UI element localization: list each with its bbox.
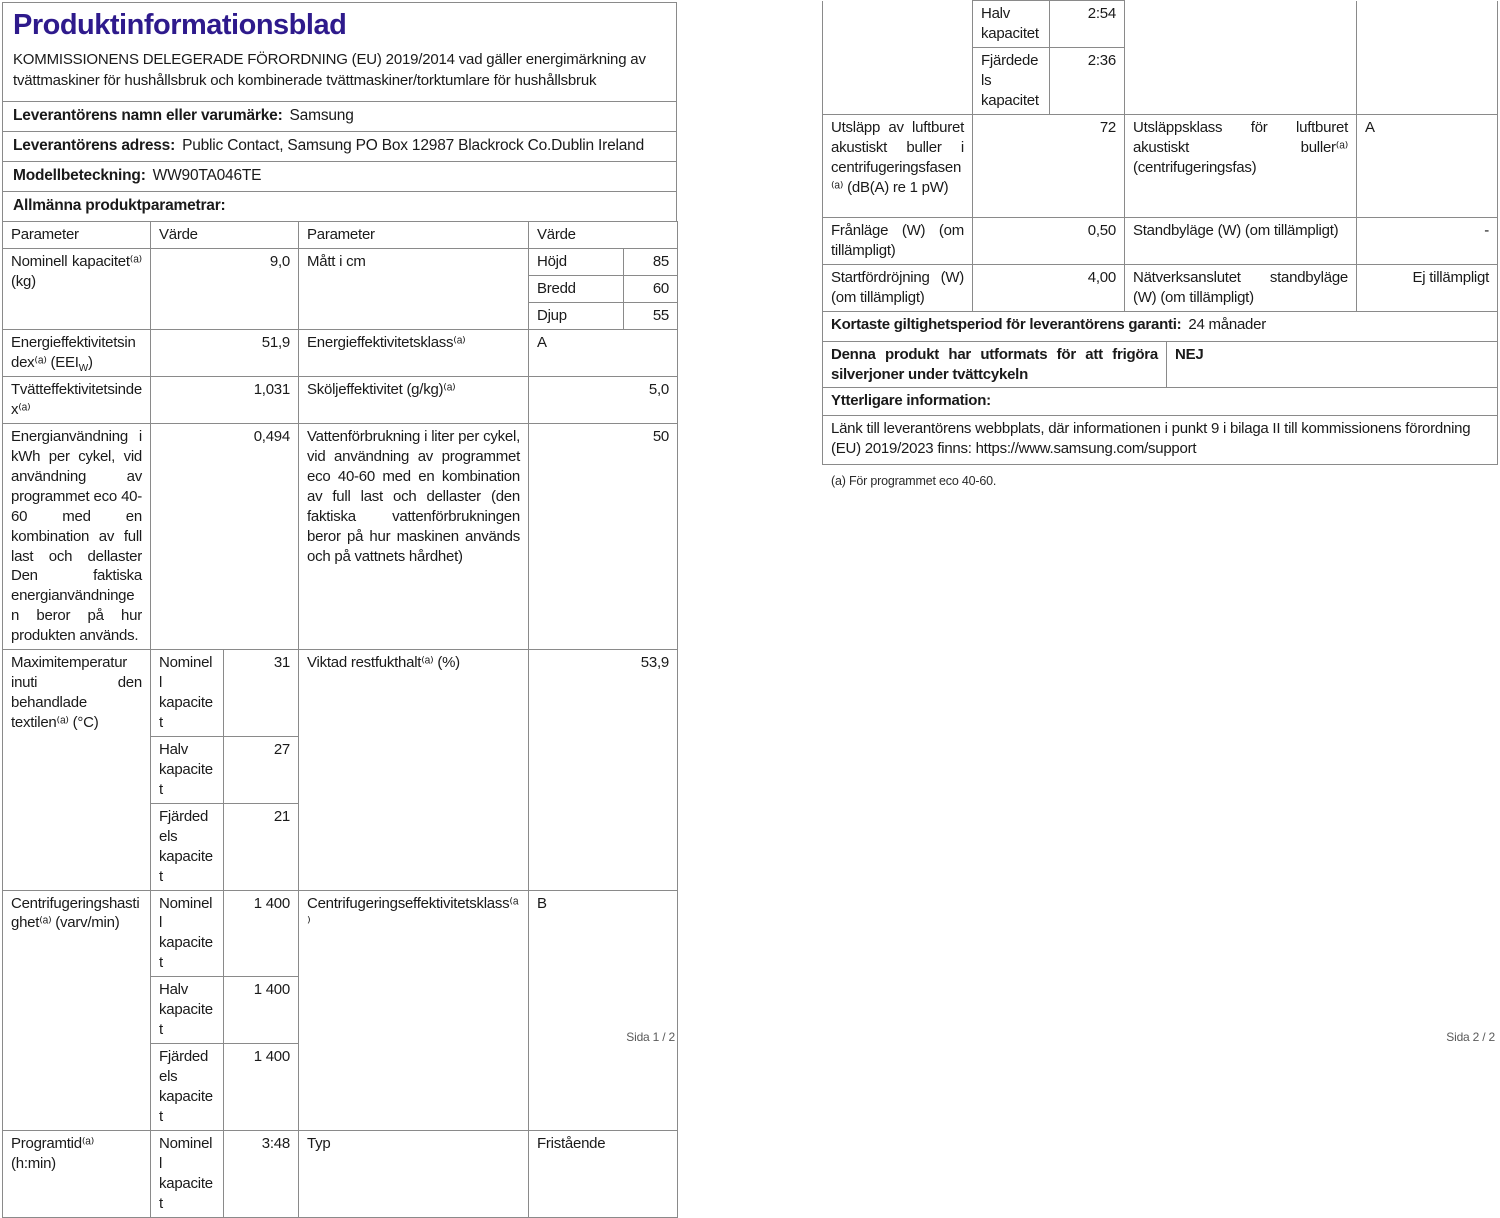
table-row bbox=[823, 114, 1498, 217]
networked-standby-label: Nätverksanslutet standbyläge (W) (om tillämpligt) bbox=[1125, 264, 1357, 311]
programme-time-quarter-value: 2:36 bbox=[1050, 48, 1125, 115]
noise-value: 72 bbox=[973, 114, 1125, 217]
wash-index-value: 1,031 bbox=[151, 377, 299, 424]
spin-speed-nominal-label: Nominell kapacitet bbox=[151, 890, 224, 977]
networked-standby-value: Ej tillämpligt bbox=[1357, 264, 1498, 311]
dimensions-label: Mått i cm bbox=[299, 249, 529, 330]
additional-info-heading: Ytterligare information: bbox=[823, 388, 1498, 416]
supplier-name-value: Samsung bbox=[289, 107, 354, 125]
max-temp-nominal-value: 31 bbox=[224, 650, 299, 737]
dimension-width-label: Bredd bbox=[529, 276, 624, 303]
page-2-footer: Sida 2 / 2 bbox=[1446, 1030, 1495, 1044]
table-row bbox=[823, 311, 1498, 341]
table-row bbox=[3, 249, 678, 276]
section-heading-row bbox=[2, 192, 677, 222]
table-row bbox=[823, 416, 1498, 465]
programme-time-half-value: 2:54 bbox=[1050, 1, 1125, 48]
section-heading: Allmänna produktparametrar: bbox=[13, 197, 226, 215]
spin-class-value: B bbox=[529, 890, 678, 1130]
programme-time-continuation-cell bbox=[823, 1, 973, 115]
residual-moisture-label: Viktad restfukthalt⁽ᵃ⁾ (%) bbox=[299, 650, 529, 890]
type-label: Typ bbox=[299, 1130, 529, 1217]
table-row bbox=[823, 388, 1498, 416]
energy-use-value: 0,494 bbox=[151, 423, 299, 649]
energy-class-label: Energieffektivitetsklass⁽ᵃ⁾ bbox=[299, 330, 529, 377]
supplier-name-label: Leverantörens namn eller varumärke: bbox=[13, 107, 283, 125]
table-row bbox=[3, 650, 678, 737]
spin-speed-label: Centrifugeringshastighet⁽ᵃ⁾ (varv/min) bbox=[3, 890, 151, 1130]
supplier-link-url[interactable]: https://www.samsung.com/support bbox=[975, 440, 1197, 458]
spin-class-label: Centrifugeringseffektivitetsklass⁽ᵃ⁾ bbox=[299, 890, 529, 1130]
standby-label: Standbyläge (W) (om tillämpligt) bbox=[1125, 217, 1357, 264]
empty-parameter-cell bbox=[1125, 1, 1357, 115]
general-parameters-table-page2 bbox=[822, 0, 1498, 465]
spin-speed-quarter-label: Fjärdedels kapacitet bbox=[151, 1044, 224, 1131]
max-temp-quarter-label: Fjärdedels kapacitet bbox=[151, 803, 224, 890]
standby-value: - bbox=[1357, 217, 1498, 264]
supplier-address-label: Leverantörens adress: bbox=[13, 137, 176, 155]
page-1 bbox=[2, 2, 677, 1212]
rinse-effectiveness-label: Sköljeffektivitet (g/kg)⁽ᵃ⁾ bbox=[299, 377, 529, 424]
nominal-capacity-value: 9,0 bbox=[151, 249, 299, 330]
header-value-2: Värde bbox=[529, 222, 678, 249]
table-header-row bbox=[3, 222, 678, 249]
nominal-capacity-label: Nominell kapacitet⁽ᵃ⁾ (kg) bbox=[3, 249, 151, 330]
rinse-effectiveness-value: 5,0 bbox=[529, 377, 678, 424]
programme-time-half-label: Halv kapacitet bbox=[973, 1, 1050, 48]
general-parameters-table-page1 bbox=[2, 221, 678, 1217]
programme-time-nominal-label: Nominell kapacitet bbox=[151, 1130, 224, 1217]
off-mode-label: Frånläge (W) (om tillämpligt) bbox=[823, 217, 973, 264]
eei-label: Energieffektivitetsindex⁽ᵃ⁾ $(EEI_W)$ bbox=[3, 330, 151, 377]
table-row bbox=[823, 341, 1498, 388]
dimension-width-value: 60 bbox=[624, 276, 678, 303]
type-value: Fristående bbox=[529, 1130, 678, 1217]
table-row bbox=[3, 330, 678, 377]
dimension-depth-label: Djup bbox=[529, 303, 624, 330]
energy-class-value: A bbox=[529, 330, 678, 377]
table-row bbox=[3, 1130, 678, 1217]
delay-start-value: 4,00 bbox=[973, 264, 1125, 311]
model-label: Modellbeteckning: bbox=[13, 167, 146, 185]
energy-use-label: Energianvändning i kWh per cykel, vid användning av programmet eco 40-60 med en kombination av full last och dellaster Den faktiska energianvändningen beror på hur produkten används. bbox=[3, 423, 151, 649]
dimension-height-value: 85 bbox=[624, 249, 678, 276]
max-temp-quarter-value: 21 bbox=[224, 803, 299, 890]
eei-value: 51,9 bbox=[151, 330, 299, 377]
off-mode-value: 0,50 bbox=[973, 217, 1125, 264]
max-temp-label: Maximitemperatur inuti den behandlade textilen⁽ᵃ⁾ (°C) bbox=[3, 650, 151, 890]
supplier-name-row bbox=[2, 102, 677, 132]
spin-speed-half-label: Halv kapacitet bbox=[151, 977, 224, 1044]
guarantee-row bbox=[823, 311, 1498, 341]
regulation-text: KOMMISSIONENS DELEGERADE FÖRORDNING (EU) 2019/2014 vad gäller energimärkning av tvättmaskiner för hushållsbruk och kombinerade tvättmaskiner/torktumlare för hushållsbruk bbox=[13, 51, 646, 89]
water-use-value: 50 bbox=[529, 423, 678, 649]
max-temp-nominal-label: Nominell kapacitet bbox=[151, 650, 224, 737]
footnote-a: (a) För programmet eco 40-60. bbox=[831, 474, 997, 489]
table-row bbox=[823, 264, 1498, 311]
table-row bbox=[3, 377, 678, 424]
supplier-address-row bbox=[2, 132, 677, 162]
document-header bbox=[2, 2, 677, 102]
noise-class-label: Utsläppsklass för luftburet akustiskt buller⁽ᵃ⁾ (centrifugeringsfas) bbox=[1125, 114, 1357, 217]
model-row bbox=[2, 162, 677, 192]
spin-speed-nominal-value: 1 400 bbox=[224, 890, 299, 977]
supplier-address-value: Public Contact, Samsung PO Box 12987 Blackrock Co.Dublin Ireland bbox=[182, 137, 644, 155]
header-value-1: Värde bbox=[151, 222, 299, 249]
header-parameter-1: Parameter bbox=[3, 222, 151, 249]
page-2 bbox=[822, 0, 1497, 1046]
noise-class-value: A bbox=[1357, 114, 1498, 217]
spin-speed-half-value: 1 400 bbox=[224, 977, 299, 1044]
empty-value-cell bbox=[1357, 1, 1498, 115]
programme-time-quarter-label: Fjärdedels kapacitet bbox=[973, 48, 1050, 115]
water-use-label: Vattenförbrukning i liter per cykel, vid användning av programmet eco 40-60 med en kombination av full last och dellaster (den faktiska vattenförbrukningen beror på hur maskinen används och på vattnets hårdhet) bbox=[299, 423, 529, 649]
table-row bbox=[823, 217, 1498, 264]
max-temp-half-value: 27 bbox=[224, 736, 299, 803]
supplier-link-row bbox=[823, 416, 1498, 465]
guarantee-value: 24 månader bbox=[1188, 315, 1266, 333]
programme-time-label: Programtid⁽ᵃ⁾ (h:min) bbox=[3, 1130, 151, 1217]
programme-time-nominal-value: 3:48 bbox=[224, 1130, 299, 1217]
table-row bbox=[3, 890, 678, 977]
dimension-depth-value: 55 bbox=[624, 303, 678, 330]
table-row bbox=[823, 1, 1498, 48]
dimension-height-label: Höjd bbox=[529, 249, 624, 276]
table-row bbox=[3, 423, 678, 649]
model-value: WW90TA046TE bbox=[152, 167, 262, 185]
residual-moisture-value: 53,9 bbox=[529, 650, 678, 890]
page-1-footer: Sida 1 / 2 bbox=[626, 1030, 675, 1044]
spin-speed-quarter-value: 1 400 bbox=[224, 1044, 299, 1131]
supplier-link-text: Länk till leverantörens webbplats, där informationen i punkt 9 i bilaga II till kommissionens förordning (EU) 2019/2023 finns: bbox=[831, 420, 1471, 458]
delay-start-label: Startfördröjning (W) (om tillämpligt) bbox=[823, 264, 973, 311]
wash-index-label: Tvätteffektivitetsindex⁽ᵃ⁾ bbox=[3, 377, 151, 424]
max-temp-half-label: Halv kapacitet bbox=[151, 736, 224, 803]
header-parameter-2: Parameter bbox=[299, 222, 529, 249]
silver-ions-value: NEJ bbox=[1167, 341, 1498, 388]
noise-label: Utsläpp av luftburet akustiskt buller i centrifugeringsfasen⁽ᵃ⁾ (dB(A) re 1 pW) bbox=[823, 114, 973, 217]
guarantee-label: Kortaste giltighetsperiod för leverantörens garanti: bbox=[831, 315, 1182, 333]
silver-ions-label: Denna produkt har utformats för att frigöra silverjoner under tvättcykeln bbox=[823, 341, 1167, 388]
page-title: Produktinformationsblad bbox=[13, 9, 347, 41]
